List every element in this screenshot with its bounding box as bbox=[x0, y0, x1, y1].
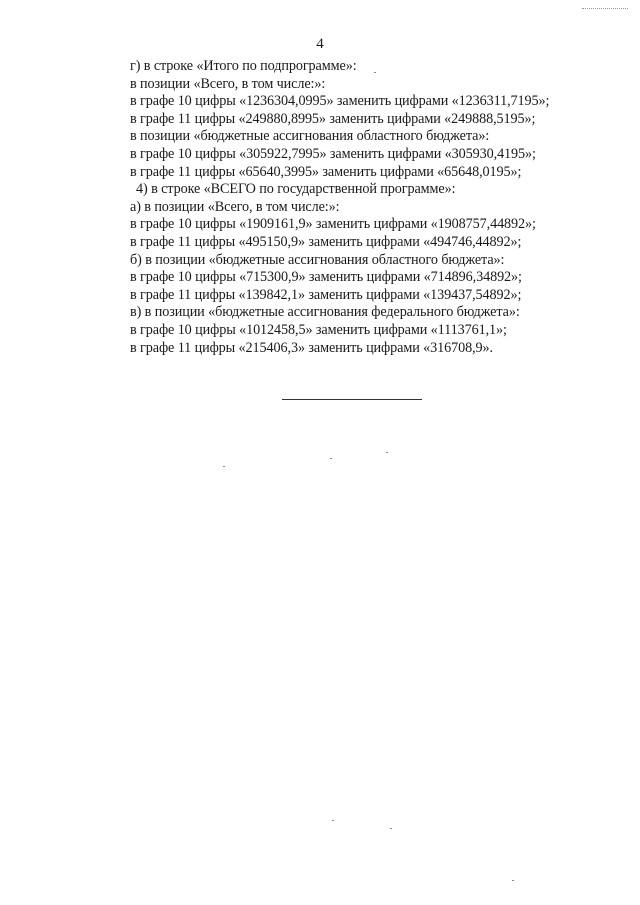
text-line: в графе 10 цифры «1012458,5» заменить цифрами «1113761,1»; bbox=[130, 321, 507, 338]
text-line: г) в строке «Итого по подпрограмме»: bbox=[130, 58, 357, 74]
text-line: в графе 10 цифры «1909161,9» заменить цифрами «1908757,44892»; bbox=[130, 216, 536, 233]
text-line: а) в позиции «Всего, в том числе:»: bbox=[130, 198, 340, 215]
text-line: в графе 11 цифры «139842,1» заменить цифрами «139437,54892»; bbox=[130, 286, 522, 303]
text-line: в графе 10 цифры «715300,9» заменить цифрами «714896,34892»; bbox=[130, 269, 522, 286]
text-line: в позиции «Всего, в том числе:»: bbox=[130, 75, 326, 92]
text-line: в графе 10 цифры «305922,7995» заменить цифрами «305930,4195»; bbox=[130, 145, 536, 162]
text-line: в графе 10 цифры «1236304,0995» заменить цифрами «1236311,7195»; bbox=[130, 93, 550, 110]
scan-speck bbox=[330, 458, 332, 459]
text-line: б) в позиции «бюджетные ассигнования областного бюджета»: bbox=[130, 251, 505, 268]
scan-speck bbox=[390, 828, 392, 829]
closing-separator-line bbox=[282, 399, 422, 400]
scan-edge-marks bbox=[582, 8, 628, 9]
text-line: в графе 11 цифры «495150,9» заменить цифрами «494746,44892»; bbox=[130, 233, 522, 250]
text-line: 4) в строке «ВСЕГО по государственной программе»: bbox=[136, 181, 456, 198]
page-number: 4 bbox=[316, 36, 324, 52]
document-body bbox=[130, 58, 610, 357]
text-line: в позиции «бюджетные ассигнования областного бюджета»: bbox=[130, 128, 490, 145]
scan-speck bbox=[223, 466, 225, 467]
text-line: в графе 11 цифры «215406,3» заменить цифрами «316708,9». bbox=[130, 339, 493, 356]
scan-speck bbox=[386, 452, 388, 453]
text-line: в) в позиции «бюджетные ассигнования федерального бюджета»: bbox=[130, 304, 520, 321]
scan-speck bbox=[374, 72, 376, 73]
text-line: в графе 11 цифры «249880,8995» заменить цифрами «249888,5195»; bbox=[130, 110, 536, 127]
scan-speck bbox=[512, 880, 514, 881]
scan-speck bbox=[332, 820, 334, 821]
text-line: в графе 11 цифры «65640,3995» заменить цифрами «65648,0195»; bbox=[130, 163, 522, 180]
